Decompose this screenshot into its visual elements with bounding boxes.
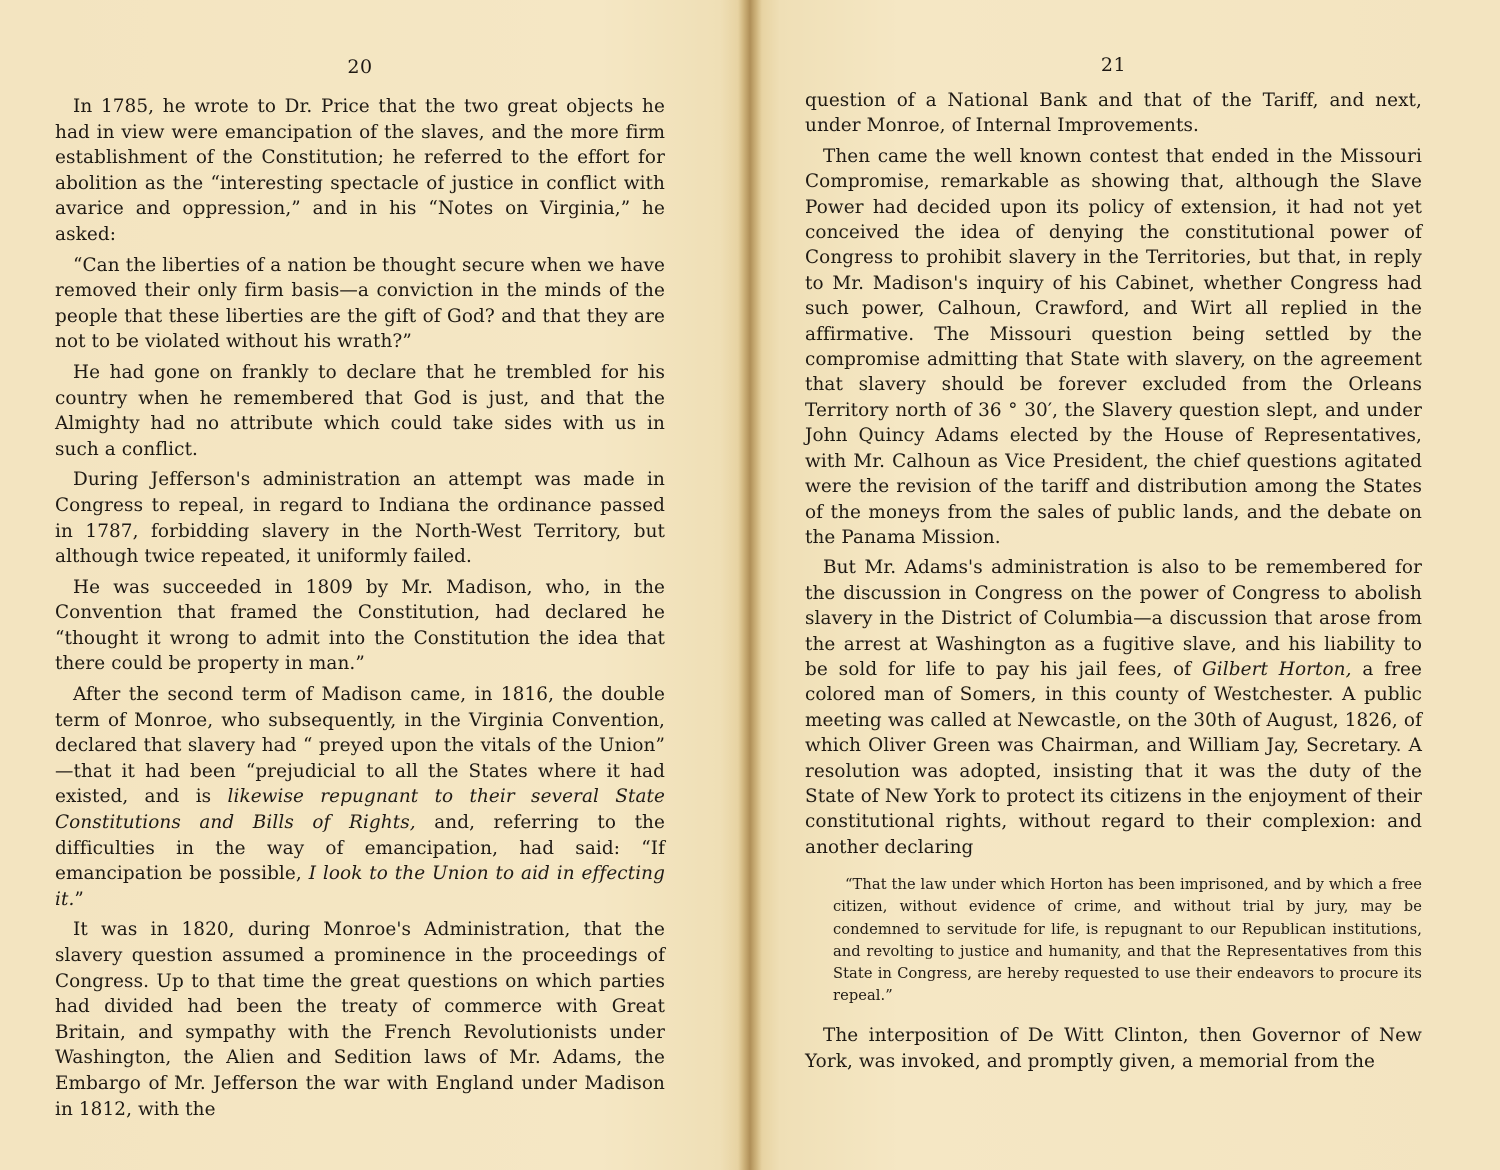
right-page-text	[805, 88, 1422, 1074]
left-page-text	[55, 94, 665, 1122]
monroe-text-start: After the second term of Madison came, in 1816, the double term of Monroe, who subsequently, in the Virginia Convention, declared that slavery had “ preyed upon the vitals of the Union” —that it had been “prejudicial to all the States where it had existed, and is	[55, 684, 665, 808]
paragraph-trembled: He had gone on frankly to declare that he trembled for his country when he remembered that God is just, and that the Almighty had no attribute which could take sides with us in such a conflict.	[55, 361, 665, 460]
right-page	[765, 0, 1500, 1170]
monroe-text-middle: and, referring to the difficulties in the way of emancipation, had said: “If emancipation be possible,	[55, 812, 665, 885]
paragraph-price-letter: In 1785, he wrote to Dr. Price that the two great objects he had in view were emancipation of the slaves, and the more firm establishment of the Constitution; he referred to the effort for abolition as the “interesting spectacle of justice in conflict with avarice and oppression,” and in his “Notes on Virginia,” he asked:	[55, 96, 665, 245]
paragraph-adams-administration	[805, 555, 1422, 860]
adams-text-start: But Mr. Adams's administration is also to be remembered for the discussion in Congress on the power of Congress to abolish slavery in the District of Columbia—a discussion that arose from the arrest at Washington as a fugitive slave, and his liability to be sold for life to pay his jail fees, of	[805, 557, 1422, 680]
monroe-text-end: ”	[74, 888, 84, 910]
left-page	[0, 0, 735, 1170]
paragraph-jefferson-administration: During Jefferson's administration an attempt was made in Congress to repeal, in regard to Indiana the ordinance passed in 1787, forbidding slavery in the North-West Territory, but although twice repeated, it uniformly failed.	[55, 469, 665, 568]
page-number-left: 20	[347, 56, 373, 78]
paragraph-madison: He was succeeded in 1809 by Mr. Madison, who, in the Convention that framed the Constitution, had declared he “thought it wrong to admit into the Constitution the idea that there could be property in man.”	[55, 576, 665, 675]
monroe-italic-repugnant: likewise repugnant to their several State Constitutions and Bills of Rights,	[55, 786, 665, 834]
paragraph-monroe	[55, 682, 665, 912]
page-number-right: 21	[1100, 54, 1127, 76]
gilbert-horton-name: Gilbert Horton,	[1202, 658, 1352, 680]
monroe-italic-union: I look to the Union to aid in effecting it.	[55, 863, 665, 910]
horton-resolution-quote: “That the law under which Horton has been imprisoned, and by which a free citizen, without evidence of crime, and without trial by jury, may be condemned to servitude for life, is repugnant to our Republican institutions, and revolting to justice and humanity, and that the Representatives from this State in Congress, are hereby requested to use their endeavors to procure its repeal.”	[833, 876, 1422, 1005]
paragraph-1820-slavery-question: It was in 1820, during Monroe's Administration, that the slavery question assumed a prominence in the proceedings of Congress. Up to that time the great questions on which parties had divided had been the treaty of commerce with Great Britain, and sympathy with the French Revolutionists under Washington, the Alien and Sedition laws of Mr. Adams, the Embargo of Mr. Jefferson the war with England under Madison in 1812, with the	[55, 919, 665, 1120]
paragraph-continuation: question of a National Bank and that of the Tariff, and next, under Monroe, of Internal Improvements.	[805, 90, 1422, 137]
paragraph-de-witt-clinton: The interposition of De Witt Clinton, then Governor of New York, was invoked, and promptly given, a memorial from the	[805, 1025, 1422, 1072]
paragraph-liberties-quote: “Can the liberties of a nation be thought secure when we have removed their only firm basis—a conviction in the minds of the people that these liberties are the gift of God? and that they are not to be violated without his wrath?”	[55, 254, 665, 353]
paragraph-missouri-compromise: Then came the well known contest that ended in the Missouri Compromise, remarkable as showing that, although the Slave Power had decided upon its policy of extension, it had not yet conceived the idea of denying the constitutional power of Congress to prohibit slavery in the Territories, but that, in reply to Mr. Madison's inquiry of his Cabinet, whether Congress had such power, Calhoun, Crawford, and Wirt all replied in the affirmative. The Missouri question being settled by the compromise admitting that State with slavery, on the agreement that slavery should be forever excluded from the Orleans Territory north of 36 ° 30′, the Slavery question slept, and under John Quincy Adams elected by the House of Representatives, with Mr. Calhoun as Vice President, the chief questions agitated were the revision of the tariff and distribution among the States of the moneys from the sales of public lands, and the debate on the Panama Mission.	[805, 145, 1422, 548]
adams-text-end: a free colored man of Somers, in this county of Westchester. A public meeting was called at Newcastle, on the 30th of August, 1826, of which Oliver Green was Chairman, and William Jay, Secretary. A resolution was adopted, insisting that it was the duty of the State of New York to protect its citizens in the enjoyment of their constitutional rights, without regard to their complexion: and another declaring	[805, 658, 1422, 858]
